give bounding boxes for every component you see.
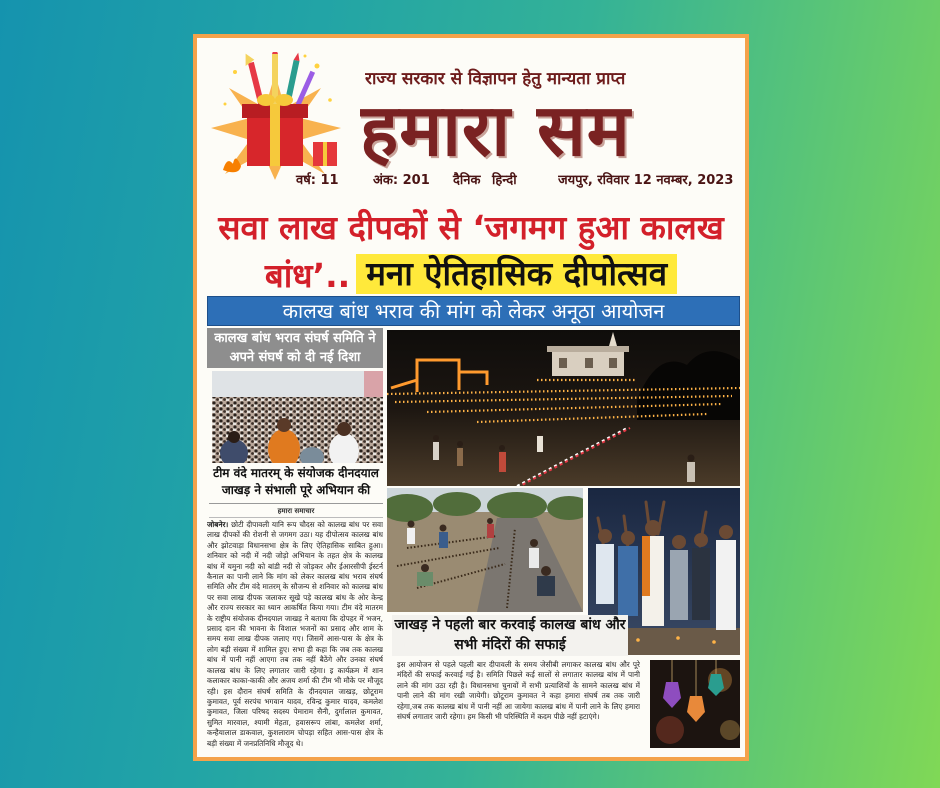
crowd-photo-caption: टीम वंदे मातरम् के संयोजक दीनदयाल जाखड़ ने संभाली पूरे अभियान की: [213, 466, 379, 497]
newspaper-clipping: [193, 34, 749, 761]
lantern-photo: [650, 660, 740, 748]
left-article-body: [207, 520, 383, 752]
diwali-gift-fireworks-illustration: [205, 52, 350, 182]
cleanup-caption: जाखड़ ने पहली बार करवाई कालख बांध और सभी मंदिरों की सफाई: [392, 615, 628, 656]
left-column-title-box: कालख बांध भराव संघर्ष समिति ने अपने संघर्ष को दी नई दिशा: [207, 328, 383, 368]
subheadline-band: कालख बांध भराव की मांग को लेकर अनूठा आयोजन: [207, 296, 740, 326]
masthead-issue: अंक: 201: [373, 173, 430, 188]
left-article-text: छोटी दीपावली यानि रूप चौदस को कालख बांध पर सवा लाख दीपकों की रोशनी से जगमग उठा। यह दीपोत्सव कालख बांध और झोटवाड़ा विधानसभा क्षेत्र के लिए ऐतिहासिक साबित हुआ। शनिवार को नदी में नदी जोड़ो अभियान के तहत क्षेत्र के कालख बांध में यमुना नदी को बांडी नदी से जोड़कर और ईआरसीपी ईस्टर्न कैनाल का पानी लाने कि मांग को लेकर कालख बांध भराव संघर्ष समिति और टीम वंदे मातरम् के सौजन्य से शनिवार को कालख बांध पर सवा लाख दीपक जलाकर सूखे पड़े कालख बांध के ओर केन्द्र और राज्य सरकार का ध्यान आकर्षित किया गया। टीम वंदे मातरम के राष्ट्रीय संयोजक दीनदयाल जाखड़ ने बताया कि दोपहर में भजन, प्रसाद दान की भावना के विशाल भजनों का प्रसाद और शाम के समय सवा लाख दीपक जलाए गए। जिसमें आस-पास के क्षेत्र के लोग बड़ी संख्या में शामिल हुए। सभा ही कहा कि जब तक कालख बांध में पानी नहीं आएगा तब तक नहीं बैठेंगे और उनका संघर्ष कालख बांध के लिए लगातार जारी रहेगा। इ कार्यक्रम में शान कलाकार काका-काकी और अजय शर्मा की टीम भी मौके पर मौजूद रही। इस दौरान संघर्ष समिति के दीनदयाल जाखड़, छोटूराम कुमावत, पूर्व सरपंच भगवान यादव, रविन्द्र कुमार यादव, कमलेश कुमावत, जिला परिषद सदस्य पेमाराम सैनी, दुर्गालाल कुमावत, सुमित मारवाल, श्यामी मेहता, हवासरूप लांबा, कमलेश शर्मा, कन्हैयालाल डाकवाल, कुशलाराम चोपड़ा सहित आस-पास क्षेत्र के बड़ी संख्या में जनप्रतिनिधि मौजूद थे।: [207, 520, 383, 748]
article-dateline-place: जोबनेर।: [207, 520, 229, 529]
headline-highlight: मना ऐतिहासिक दीपोत्सव: [356, 254, 677, 294]
headline-line-2: [205, 253, 737, 295]
crowd-photo: [212, 371, 383, 463]
masthead-language: हिन्दी: [492, 173, 517, 188]
headline-line-1: सवा लाख दीपकों से ‘जगमग हुआ कालख: [218, 208, 724, 247]
right-article-body: इस आयोजन से पहले पहली बार दीपावली के समय जेसीबी लगाकर कालख बांध और पूरे मंदिरों की सफाई करवाई गई है। समिति पिछले कई सालों से लगातार कालख बांध में पानी लाने की मांग उठा रही है। विधानसभा चुनावों में सभी प्रत्याशियों के सामने कालख बांध में पानी लाने की मांग रखी जायेगी। छोटूराम कुमावत ने कहा हमारा संघर्ष तब तक जारी रहेगा,जब तक कालख बांध में पानी नहीं आ जायेगा कालख बांध में पानी लाने के लिए हमारा संघर्ष लगातार जारी रहेगा। हम किसी भी परिस्थिति में कदम पीछे नहीं हटाएंगे।: [397, 660, 640, 722]
masthead-frequency: दैनिक: [453, 173, 481, 188]
masthead-year: वर्ष: 11: [296, 173, 339, 188]
caption-rule: [209, 503, 383, 504]
byline-rule: [209, 517, 383, 518]
byline: हमारा समाचार: [277, 507, 315, 515]
night-diya-photo: [387, 330, 740, 486]
banner: [364, 371, 383, 401]
masthead-dateline: जयपुर, रविवार 12 नवम्बर, 2023: [558, 173, 734, 188]
masthead-tagline: राज्य सरकार से विज्ञापन हेतु मान्यता प्राप्त: [365, 69, 626, 89]
headline-line-2-red: बांध’..: [264, 255, 351, 295]
newspaper-title: हमारा सम: [360, 88, 631, 172]
lighting-diyas-photo: [387, 488, 583, 612]
